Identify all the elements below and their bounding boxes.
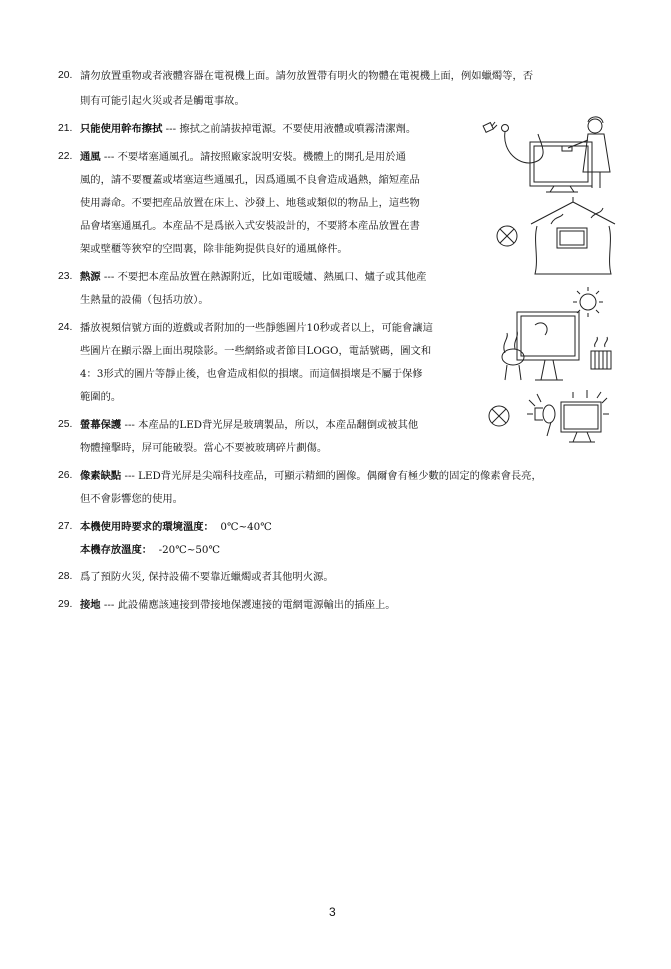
item-24-text-line2: 些圖片在顯示器上面出現陰影。一些網絡或者節目LOGO，電話號碼，圖文和 bbox=[80, 345, 432, 357]
item-number: 28. bbox=[58, 571, 73, 582]
item-28-text: 爲了預防火災, 保持設備不要靠近蠟燭或者其他明火源。 bbox=[80, 571, 334, 583]
item-number: 20. bbox=[58, 70, 73, 81]
no-impact-illustration bbox=[487, 388, 617, 448]
item-22-text-line5: 架或壁櫃等狹窄的空間裏，除非能夠提供良好的通風條件。 bbox=[80, 243, 348, 255]
tv-cleaning-illustration bbox=[480, 112, 615, 194]
item-24-text-line3: 4：3形式的圖片等靜止後，也會造成相似的損壞。而這個損壞是不屬于保修 bbox=[80, 368, 423, 380]
item-22-text-line4: 品會堵塞通風孔。本産品不是爲嵌入式安裝設計的，不要將本産品放置在書 bbox=[80, 220, 420, 232]
item-number: 25. bbox=[58, 419, 73, 430]
item-29-title: 接地 bbox=[80, 599, 101, 611]
item-26-text-line1: 像素缺點 --- LED背光屏是尖端科技産品，可顯示精細的圖像。偶爾會有極少數的固定的像素會長亮， bbox=[80, 470, 542, 482]
heat-source-illustration bbox=[495, 285, 620, 390]
item-25-text-line2: 物體撞擊時，屏可能破裂。當心不要被玻璃碎片劃傷。 bbox=[80, 442, 328, 454]
item-23-text-line2: 生熱量的設備（包括功放）。 bbox=[80, 294, 209, 306]
item-26-title: 像素缺點 bbox=[80, 470, 122, 482]
item-24-text-line4: 範圍的。 bbox=[80, 391, 122, 403]
item-22-text-line1: 通風 --- 不要堵塞通風孔。請按照廠家說明安裝。機體上的開孔是用於通 bbox=[80, 151, 406, 163]
item-number: 27. bbox=[58, 521, 73, 532]
item-22-text-line2: 風的，請不要覆蓋或堵塞這些通風孔，因爲通風不良會造成過熱，縮短産品 bbox=[80, 174, 420, 186]
item-27-storage-temp: 本機存放溫度： -20℃~50℃ bbox=[80, 544, 220, 556]
item-21-title: 只能使用幹布擦拭 bbox=[80, 123, 163, 135]
item-number: 26. bbox=[58, 470, 73, 481]
item-23-title: 熱源 bbox=[80, 271, 101, 283]
item-24-text-line1: 播放視頻信號方面的遊戲或者附加的一些靜態圖片10秒或者以上，可能會讓這 bbox=[80, 322, 433, 334]
item-25-text-line1: 螢幕保護 --- 本産品的LED背光屏是玻璃製品，所以，本産品翻倒或被其他 bbox=[80, 419, 419, 431]
item-21-text: 只能使用幹布擦拭 --- 擦拭之前請拔掉電源。不要使用液體或噴霧清潔劑。 bbox=[80, 123, 417, 135]
item-22-text-line3: 使用壽命。不要把産品放置在床上、沙發上、地毯或類似的物品上，這些物 bbox=[80, 197, 420, 209]
item-26-text-line2: 但不會影響您的使用。 bbox=[80, 493, 183, 505]
item-22-title: 通風 bbox=[80, 151, 101, 163]
item-number: 22. bbox=[58, 151, 73, 162]
item-number: 21. bbox=[58, 123, 73, 134]
page-number: 3 bbox=[329, 905, 336, 919]
no-enclosure-illustration bbox=[495, 196, 620, 278]
item-20-text-line1: 請勿放置重物或者液體容器在電視機上面。請勿放置帶有明火的物體在電視機上面，例如蠟燭等，否 bbox=[80, 70, 534, 82]
item-number: 29. bbox=[58, 599, 73, 610]
item-29-text: 接地 --- 此設備應該連接到帶接地保護連接的電網電源輸出的插座上。 bbox=[80, 599, 396, 611]
item-number: 23. bbox=[58, 271, 73, 282]
item-27-title2: 本機存放溫度： bbox=[80, 544, 153, 556]
item-27-operating-temp: 本機使用時要求的環境溫度： 0℃~40℃ bbox=[80, 521, 272, 533]
item-25-title: 螢幕保護 bbox=[80, 419, 122, 431]
item-20-text-line2: 則有可能引起火災或者是觸電事故。 bbox=[80, 95, 245, 107]
item-27-title1: 本機使用時要求的環境溫度： bbox=[80, 521, 214, 533]
item-23-text-line1: 熱源 --- 不要把本産品放置在熱源附近，比如電暖爐、熱風口、爐子或其他産 bbox=[80, 271, 427, 283]
item-number: 24. bbox=[58, 322, 73, 333]
